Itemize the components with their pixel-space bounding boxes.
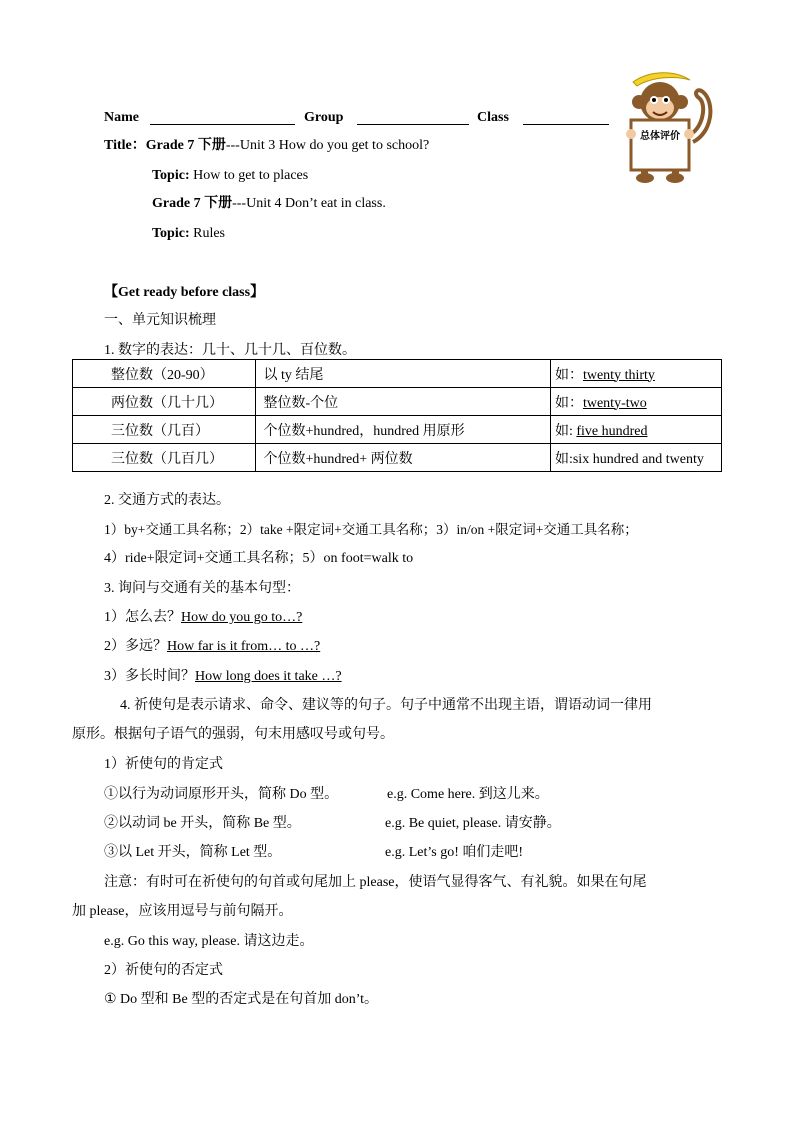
rule-1-example: e.g. Come here. 到这儿来。 — [387, 787, 549, 802]
table-cell: 以 ty 结尾 — [255, 360, 550, 388]
monkey-evaluation-logo — [615, 72, 715, 192]
item-2-line-1: 1）by+交通工具名称；2）take +限定词+交通工具名称；3）in/on +限定词+交通工具名称； — [104, 522, 638, 537]
part-1-heading: 一、单元知识梳理 — [104, 313, 216, 328]
table-row — [73, 360, 722, 388]
table-cell: 整位数-个位 — [255, 388, 550, 416]
rule-3: ③以 Let 开头，简称 Let 型。 — [104, 845, 282, 860]
example-prefix: 如: — [554, 423, 577, 439]
note-line-1: 注意：有时可在祈使句的句首或句尾加上 please，使语气显得客气、有礼貌。如果在句尾 — [104, 875, 647, 890]
question-1-answer: How do you go to…? — [181, 610, 303, 625]
table-cell: 三位数（几百几） — [73, 444, 256, 472]
example-prefix: 如: — [554, 451, 573, 467]
title-rest: ---Unit 3 How do you get to school? — [225, 138, 430, 153]
table-cell: 两位数（几十几） — [73, 388, 256, 416]
question-3-answer: How long does it take …? — [195, 669, 342, 684]
example-answer: six hundred and twenty — [572, 451, 704, 467]
question-1-prefix: 1）怎么去？ — [104, 610, 181, 625]
question-3-prefix: 3）多长时间？ — [104, 669, 195, 684]
name-label: Name — [104, 110, 139, 125]
item-3: 3. 询问与交通有关的基本句型： — [104, 581, 300, 596]
negative-form-heading: 2）祈使句的否定式 — [104, 963, 223, 978]
table-row — [73, 388, 722, 416]
example-answer: twenty-two — [582, 395, 647, 411]
topic-2-label: Topic: — [152, 226, 190, 241]
table-cell: 个位数+hundred+ 两位数 — [255, 444, 550, 472]
topic-1 — [152, 166, 308, 186]
title-line — [104, 136, 429, 156]
topic-2-value: Rules — [193, 226, 225, 241]
example-answer: five hundred — [576, 423, 648, 439]
table-cell — [550, 388, 721, 416]
positive-form-heading: 1）祈使句的肯定式 — [104, 757, 223, 772]
item-1: 1. 数字的表达：几十、几十几、百位数。 — [104, 343, 356, 358]
question-2 — [104, 637, 320, 657]
class-label: Class — [477, 110, 509, 125]
title-grade: Grade 7 下册 — [145, 138, 226, 153]
topic-1-label: Topic: — [152, 168, 190, 183]
badge-text: 总体评价 — [640, 131, 680, 142]
title-label: Title： — [104, 138, 146, 153]
table-cell: 整位数（20-90） — [73, 360, 256, 388]
question-3 — [104, 667, 342, 687]
note-line-2: 加 please，应该用逗号与前句隔开。 — [72, 904, 293, 919]
example-answer: twenty thirty — [582, 367, 655, 383]
rule-2: ②以动词 be 开头，简称 Be 型。 — [104, 816, 301, 831]
table-cell — [550, 444, 721, 472]
question-2-prefix: 2）多远？ — [104, 639, 167, 654]
section-heading: 【Get ready before class】 — [104, 285, 265, 300]
note-example: e.g. Go this way, please. 请这边走。 — [104, 934, 314, 949]
question-1 — [104, 608, 302, 628]
rule-1: ①以行为动词原形开头，简称 Do 型。 — [104, 787, 339, 802]
question-2-answer: How far is it from… to …? — [167, 639, 321, 654]
item-2-line-2: 4）ride+限定词+交通工具名称；5）on foot=walk to — [104, 551, 414, 566]
item-4-line-2: 原形。根据句子语气的强弱，句末用感叹号或句号。 — [72, 727, 394, 742]
grade-2-rest: ---Unit 4 Don’t eat in class. — [232, 196, 386, 211]
number-expression-table — [72, 359, 722, 472]
table-cell: 个位数+hundred，hundred 用原形 — [255, 416, 550, 444]
negative-rule: ① Do 型和 Be 型的否定式是在句首加 don’t。 — [104, 992, 379, 1007]
table-cell: 三位数（几百） — [73, 416, 256, 444]
item-2: 2. 交通方式的表达。 — [104, 493, 230, 508]
table-cell — [550, 360, 721, 388]
example-prefix: 如： — [554, 395, 583, 411]
table-cell — [550, 416, 721, 444]
grade-2: Grade 7 下册 — [152, 196, 233, 211]
item-4-line-1: 4. 祈使句是表示请求、命令、建议等的句子。句子中通常不出现主语，谓语动词一律用 — [120, 698, 652, 713]
group-label: Group — [304, 110, 344, 125]
name-blank[interactable] — [150, 110, 295, 125]
rule-3-example: e.g. Let’s go! 咱们走吧! — [385, 845, 524, 860]
class-blank[interactable] — [523, 110, 609, 125]
rule-2-example: e.g. Be quiet, please. 请安静。 — [385, 816, 561, 831]
topic-2 — [152, 224, 225, 244]
group-blank[interactable] — [357, 110, 469, 125]
table-row — [73, 416, 722, 444]
example-prefix: 如： — [554, 367, 583, 383]
topic-1-value: How to get to places — [193, 168, 309, 183]
table-row — [73, 444, 722, 472]
grade-2-line — [152, 194, 386, 214]
